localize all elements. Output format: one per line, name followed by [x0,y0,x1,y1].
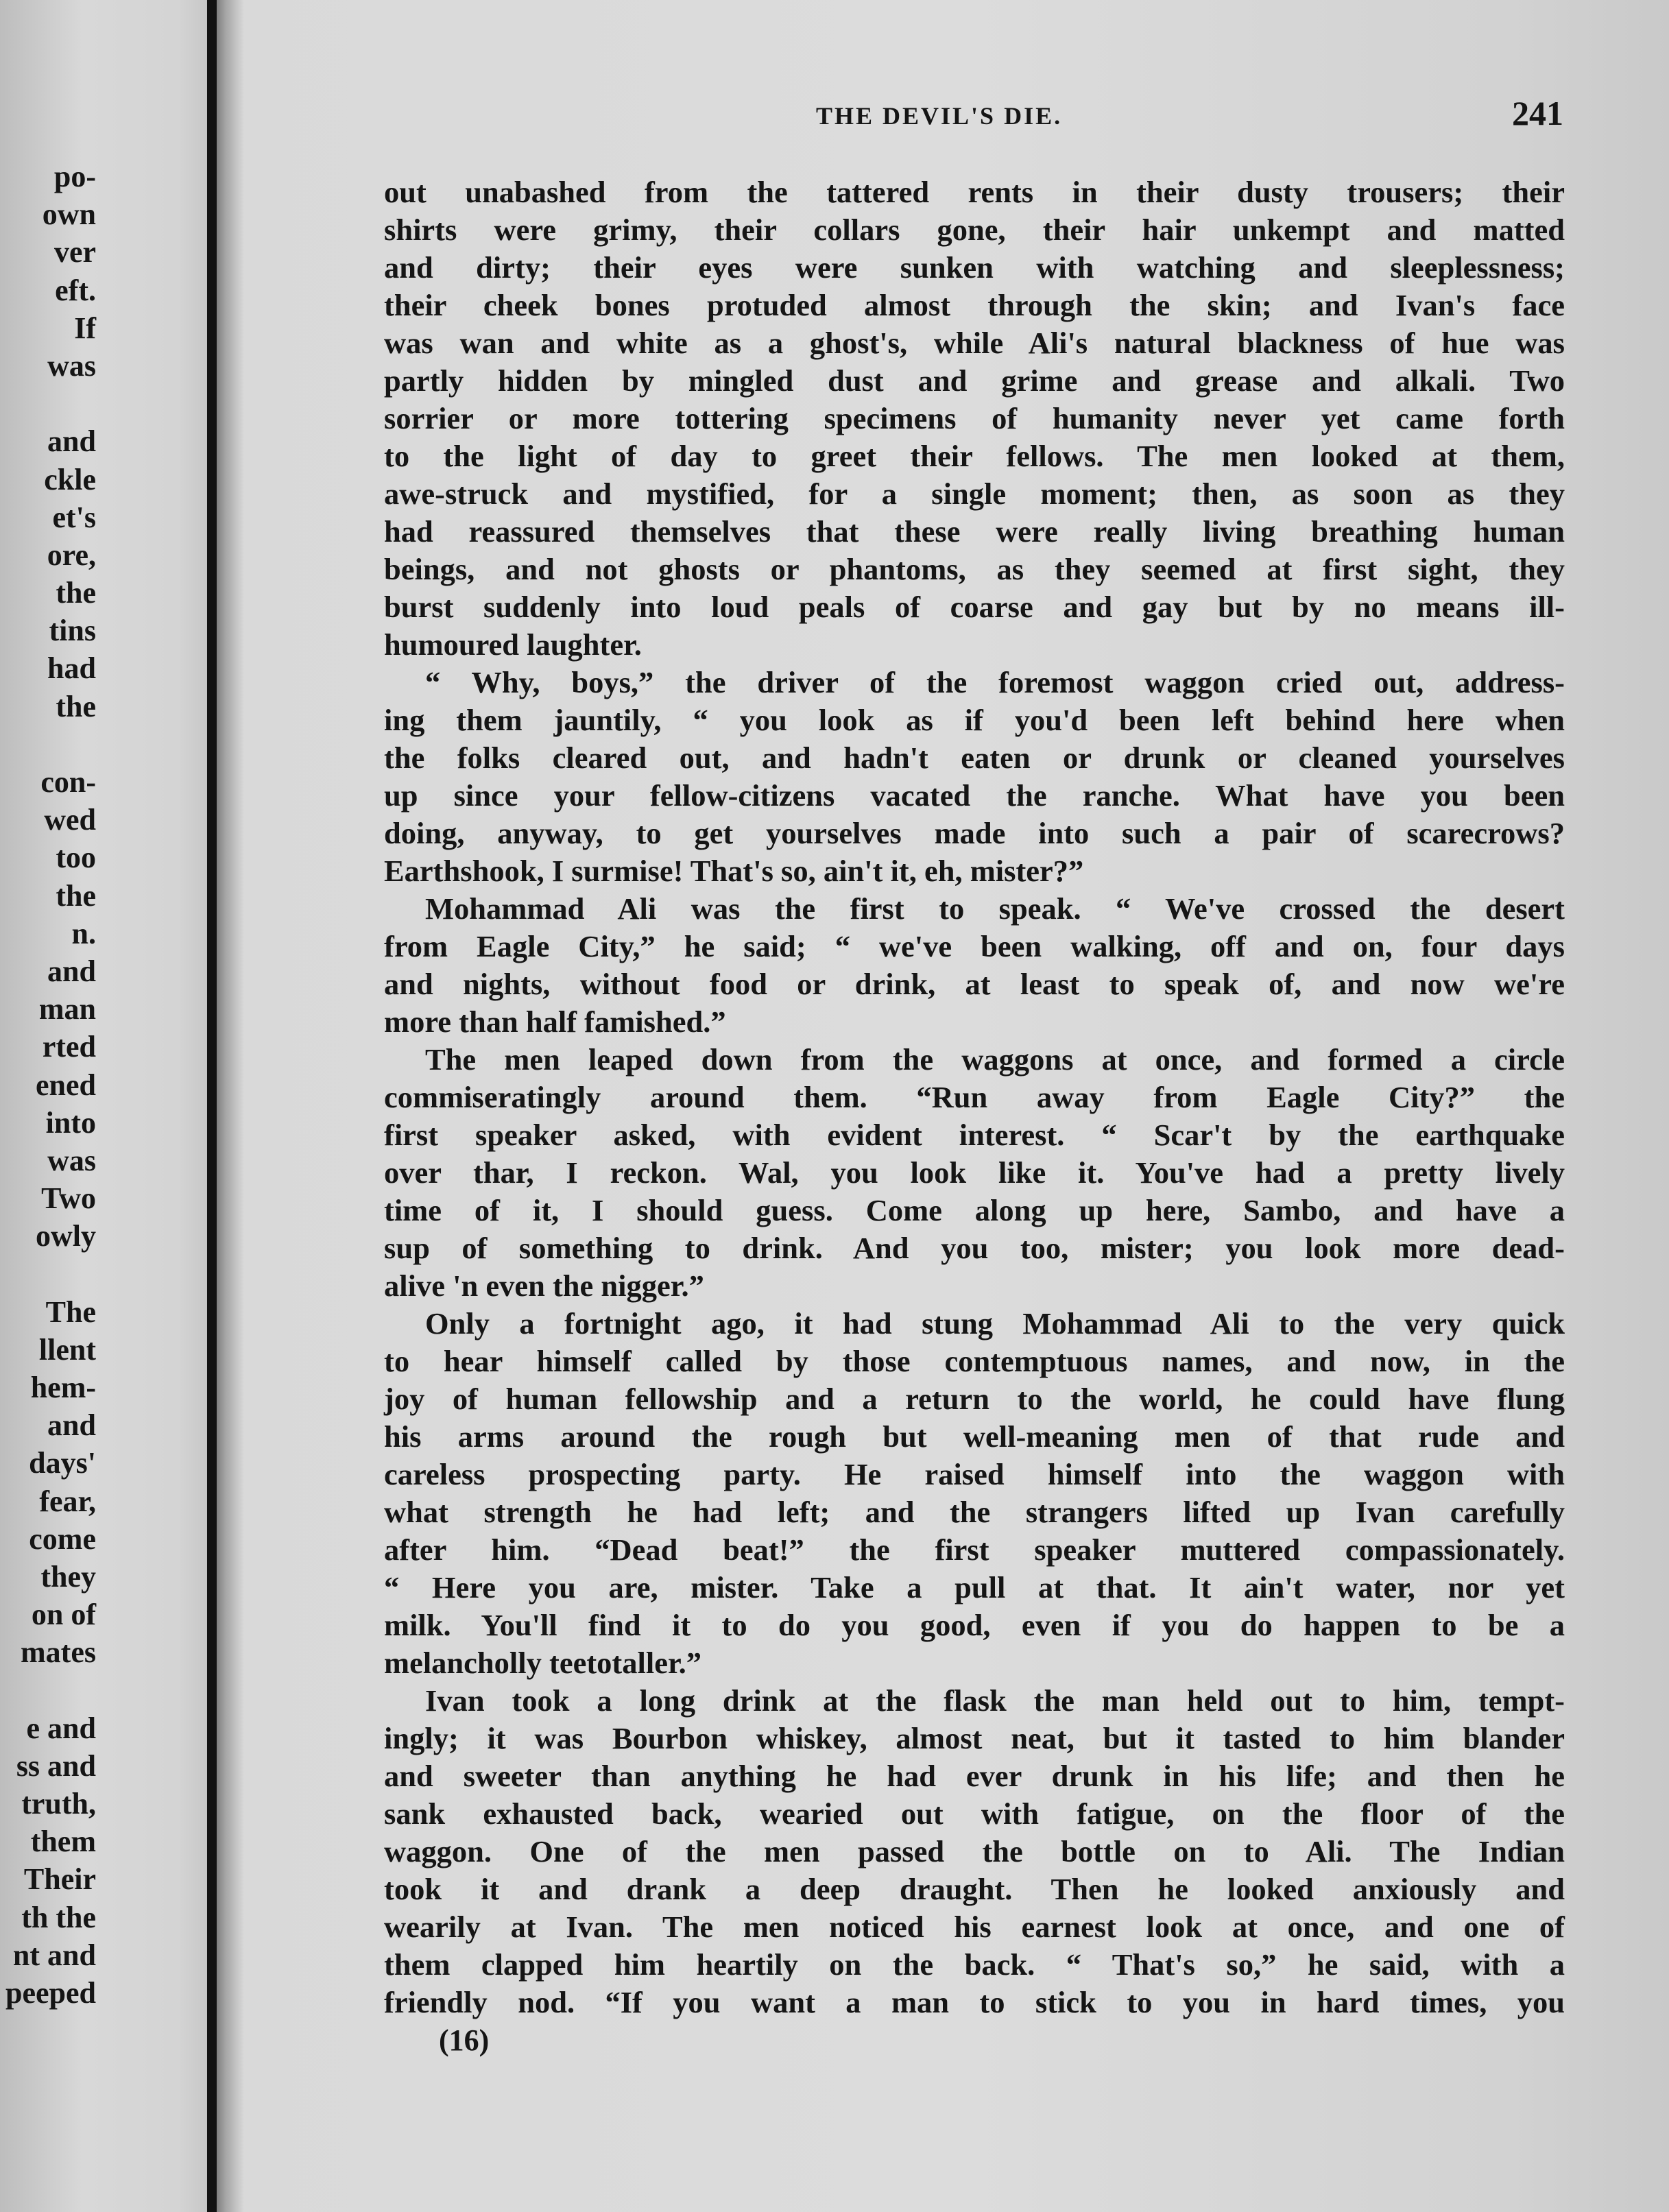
signature-mark: (16) [439,2023,490,2057]
facing-page-fragment: If [74,311,96,345]
text-line: doing, anyway, to get yourselves made into such a pair of scarecrows? [384,816,1565,850]
text-line: over thar, I reckon. Wal, you look like it. You've had a pretty lively [384,1155,1565,1190]
running-head-title: THE DEVIL'S DIE. [816,102,1063,130]
facing-page-fragment: e and [26,1711,96,1745]
text-line: out unabashed from the tattered rents in their dusty trousers; their [384,175,1565,209]
text-line: ing them jauntily, “ you look as if you'd been left behind here when [384,703,1565,737]
facing-page-fragment: come [29,1522,96,1556]
facing-page-fragment: own [42,197,96,232]
facing-page-fragment: ore, [47,538,96,572]
text-line: their cheek bones protuded almost through the skin; and Ivan's face [384,288,1565,322]
text-line: first speaker asked, with evident interest. “ Scar't by the earthquake [384,1118,1565,1152]
text-line: his arms around the rough but well-meaning men of that rude and [384,1419,1565,1454]
facing-page-fragment: peeped [5,1976,96,2010]
text-line: careless prospecting party. He raised himself into the waggon with [384,1457,1565,1491]
text-line: melancholly teetotaller.” [384,1646,702,1680]
text-line: Only a fortnight ago, it had stung Mohammad Ali to the very quick [425,1306,1565,1341]
gutter-shadow [217,0,244,2212]
text-line: and nights, without food or drink, at least to speak of, and now we're [384,967,1565,1001]
facing-page-fragment [0,725,96,763]
facing-page-fragment: man [38,992,96,1026]
text-line: Mohammad Ali was the first to speak. “ We've crossed the desert [425,891,1565,926]
text-line: burst suddenly into loud peals of coarse and gay but by no means ill- [384,590,1565,624]
facing-page-fragment: them [30,1825,96,1859]
facing-page-fragment: tins [49,614,96,648]
facing-page-fragment: po- [53,160,96,193]
text-line: and dirty; their eyes were sunken with watching and sleeplessness; [384,250,1565,285]
facing-page-fragment: Two [41,1181,96,1216]
text-line: time of it, I should guess. Come along up here, Sambo, and have a [384,1193,1565,1227]
facing-page-fragment: The [45,1295,96,1329]
facing-page-fragment: and [47,1408,96,1443]
text-line: sorrier or more tottering specimens of humanity never yet came forth [384,401,1565,435]
facing-page-fragment: llent [38,1332,96,1367]
text-line: Earthshook, I surmise! That's so, ain't it, eh, mister?” [384,854,1084,888]
facing-page-fragment: and [47,424,96,459]
facing-page-fragment: fear, [39,1484,96,1518]
facing-page-fragment: truth, [21,1787,96,1821]
facing-page-fragment: the [56,689,96,723]
text-line: waggon. One of the men passed the bottle on to Ali. The Indian [384,1834,1565,1868]
facing-page-fragment: had [47,651,96,686]
facing-page-fragment: con- [40,765,96,799]
facing-page-fragment [0,1255,96,1293]
facing-page-fragment: ver [53,235,96,269]
book-gutter [207,0,217,2212]
facing-page-fragment: was [47,1143,96,1177]
text-line: from Eagle City,” he said; “ we've been walking, off and on, four days [384,929,1565,963]
facing-page-fragment: on of [31,1598,96,1632]
text-line: up since your fellow-citizens vacated the ranche. What have you been [384,778,1565,813]
facing-page-fragment: was [47,348,96,383]
facing-page-fragment: n. [71,916,96,950]
page-number: 241 [1512,94,1563,132]
facing-page-fragment: ss and [16,1748,96,1783]
body-text [384,173,1565,2021]
facing-page-fragment: eft. [55,273,96,307]
facing-page-fragment: Their [23,1862,96,1897]
facing-page-fragment: days' [29,1446,96,1480]
text-line: alive 'n even the nigger.” [384,1269,704,1303]
text-line: had reassured themselves that these were really living breathing human [384,514,1565,549]
facing-page-fragment: they [40,1559,96,1594]
text-line: sup of something to drink. And you too, mister; you look more dead- [384,1231,1565,1265]
facing-page-fragments [0,158,96,2012]
running-header [384,96,1563,144]
text-line: The men leaped down from the waggons at once, and formed a circle [425,1042,1565,1077]
text-line: to hear himself called by those contemptuous names, and now, in the [384,1344,1565,1378]
text-line: what strength he had left; and the strangers lifted up Ivan carefully [384,1495,1565,1529]
facing-page-fragment: too [56,841,96,875]
facing-page-fragment: rted [42,1030,96,1064]
facing-page-fragment: wed [44,803,96,837]
text-line: was wan and white as a ghost's, while Ali's natural blackness of hue was [384,326,1565,360]
text-line: milk. You'll find it to do you good, even if you do happen to be a [384,1608,1565,1642]
text-line: more than half famished.” [384,1005,726,1039]
text-line: and sweeter than anything he had ever drunk in his life; and then he [384,1759,1565,1793]
facing-page-fragment: ckle [44,462,96,496]
text-line: beings, and not ghosts or phantoms, as they seemed at first sight, they [384,552,1565,586]
facing-page-fragment: the [56,576,96,610]
text-line: sank exhausted back, wearied out with fatigue, on the floor of the [384,1796,1565,1831]
facing-page-fragment: owly [36,1219,96,1253]
text-line: “ Here you are, mister. Take a pull at that. It ain't water, nor yet [384,1570,1565,1604]
text-line: to the light of day to greet their fellows. The men looked at them, [384,439,1565,473]
text-line: commiseratingly around them. “Run away from Eagle City?” the [384,1080,1565,1114]
facing-page-fragment: ened [36,1068,96,1102]
facing-page-fragment [0,385,96,422]
text-line: joy of human fellowship and a return to the world, he could have flung [384,1382,1565,1416]
text-line: partly hidden by mingled dust and grime and grease and alkali. Two [384,363,1565,398]
facing-page-fragment: and [47,954,96,988]
text-line: the folks cleared out, and hadn't eaten or drunk or cleaned yourselves [384,741,1565,775]
text-line: them clapped him heartily on the back. “ That's so,” he said, with a [384,1947,1565,1982]
text-line: wearily at Ivan. The men noticed his earnest look at once, and one of [384,1910,1565,1944]
text-line: “ Why, boys,” the driver of the foremost waggon cried out, address- [425,665,1565,699]
facing-page-fragment: nt and [12,1938,96,1972]
facing-page-fragment: mates [21,1635,96,1670]
text-line: shirts were grimy, their collars gone, their hair unkempt and matted [384,213,1565,247]
facing-page-fragment: into [45,1105,96,1140]
facing-page-fragment: et's [52,500,96,534]
text-line: humoured laughter. [384,627,642,662]
text-line: awe-struck and mystified, for a single moment; then, as soon as they [384,477,1565,511]
facing-page-fragment: th the [21,1900,96,1934]
text-line: friendly nod. “If you want a man to stick to you in hard times, you [384,1985,1565,2019]
facing-page-fragment: hem- [30,1371,96,1404]
text-line: ingly; it was Bourbon whiskey, almost neat, but it tasted to him blander [384,1721,1565,1755]
facing-page-fragment [0,1672,96,1709]
text-line: Ivan took a long drink at the flask the man held out to him, tempt- [425,1683,1565,1718]
facing-page-fragment: the [56,878,96,913]
text-line: took it and drank a deep draught. Then he looked anxiously and [384,1872,1565,1906]
text-line: after him. “Dead beat!” the first speaker muttered compassionately. [384,1532,1565,1567]
